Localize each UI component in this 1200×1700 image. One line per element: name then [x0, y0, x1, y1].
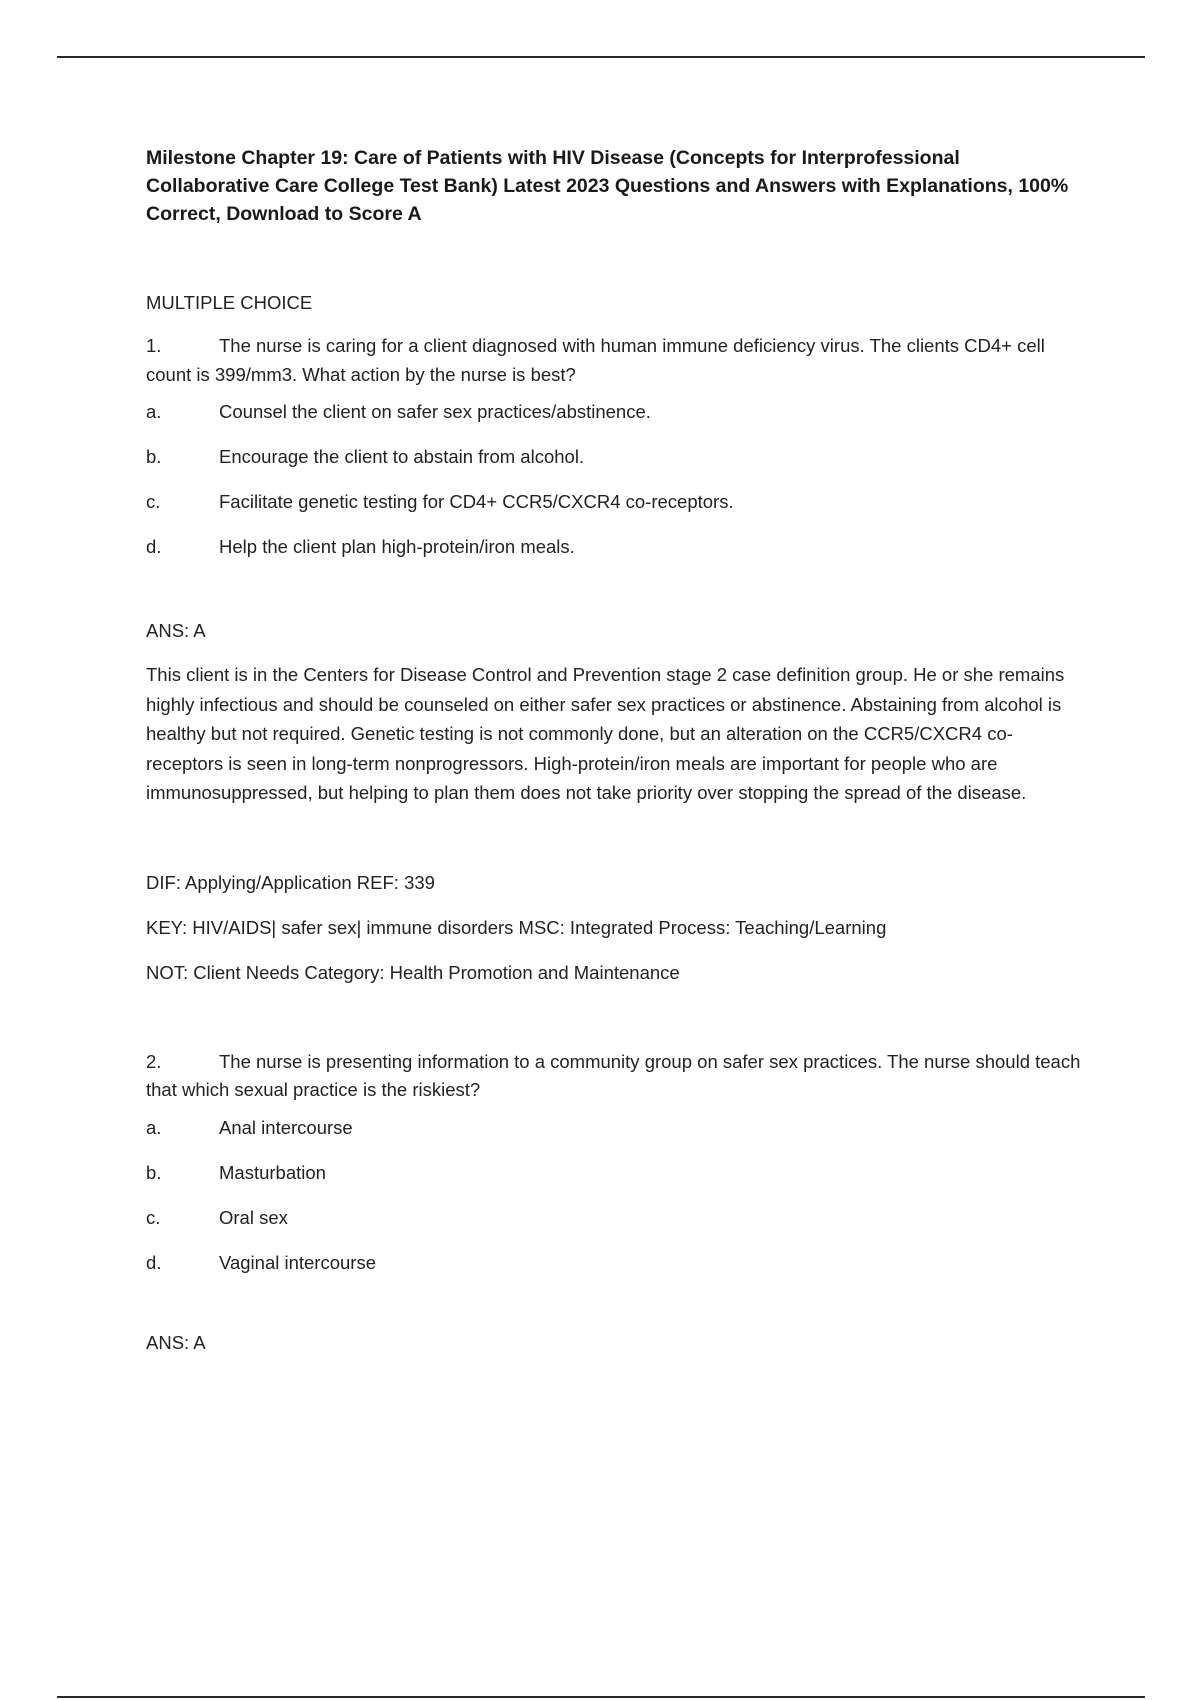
- option-item: [146, 534, 1086, 560]
- option-item: [146, 489, 1086, 515]
- option-text: Masturbation: [219, 1161, 326, 1183]
- question-1-options: [146, 399, 1086, 560]
- option-letter: a.: [146, 1116, 162, 1138]
- option-text: Vaginal intercourse: [219, 1251, 376, 1273]
- question-1-answer: ANS: A: [146, 620, 206, 641]
- option-text: Encourage the client to abstain from alcohol.: [219, 446, 585, 467]
- option-letter: b.: [146, 1161, 162, 1183]
- question-1-key-msc: KEY: HIV/AIDS| safer sex| immune disorders MSC: Integrated Process: Teaching/Learning: [146, 916, 887, 938]
- option-text: Anal intercourse: [219, 1116, 353, 1138]
- document-page: [146, 144, 1086, 1356]
- document-title: Milestone Chapter 19: Care of Patients with HIV Disease (Concepts for Interprofessional Collaborative Care College Test Bank) Latest 2023 Questions and Answers with Explanations, 100% Correct, Download to Score A: [146, 147, 1069, 225]
- question-2-answer: ANS: A: [146, 1331, 206, 1353]
- question-1-dif-ref: DIF: Applying/Application REF: 339: [146, 871, 435, 893]
- question-2-text: The nurse is presenting information to a community group on safer sex practices. The nurse should teach that which sexual practice is the riskiest?: [146, 1050, 1081, 1100]
- option-letter: d.: [146, 536, 162, 557]
- question-1-text: The nurse is caring for a client diagnosed with human immune deficiency virus. The clients CD4+ cell count is 399/mm3. What action by the nurse is best?: [146, 335, 1045, 385]
- option-letter: c.: [146, 1206, 161, 1228]
- question-1-explanation: This client is in the Centers for Disease Control and Prevention stage 2 case definition group. He or she remains highly infectious and should be counseled on either safer sex practices or abstinence. Abstaining from alcohol is healthy but not required. Genetic testing is not commonly done, but an alteration on the CCR5/CXCR4 co-receptors is seen in long-term nonprogressors. High-protein/iron meals are important for people who are immunosuppressed, but helping to plan them does not take priority over stopping the spread of the disease.: [146, 664, 1065, 803]
- option-item: [146, 399, 1086, 425]
- option-letter: c.: [146, 491, 161, 512]
- option-item: [146, 1205, 1086, 1231]
- question-2-options: [146, 1115, 1086, 1276]
- section-heading: MULTIPLE CHOICE: [146, 292, 313, 313]
- option-text: Counsel the client on safer sex practices/abstinence.: [219, 401, 651, 422]
- question-2-number: 2.: [146, 1050, 162, 1072]
- option-item: [146, 444, 1086, 470]
- option-item: [146, 1160, 1086, 1186]
- option-text: Facilitate genetic testing for CD4+ CCR5/CXCR4 co-receptors.: [219, 491, 734, 512]
- option-letter: d.: [146, 1251, 162, 1273]
- top-rule: [57, 56, 1145, 58]
- question-2: [146, 1048, 1086, 1105]
- bottom-rule: [57, 1696, 1145, 1698]
- question-1-number: 1.: [146, 335, 162, 356]
- option-item: [146, 1115, 1086, 1141]
- option-letter: b.: [146, 446, 162, 467]
- option-letter: a.: [146, 401, 162, 422]
- question-1-not: NOT: Client Needs Category: Health Promotion and Maintenance: [146, 961, 680, 983]
- option-item: [146, 1250, 1086, 1276]
- question-1: [146, 332, 1086, 389]
- option-text: Help the client plan high-protein/iron meals.: [219, 536, 575, 557]
- option-text: Oral sex: [219, 1206, 288, 1228]
